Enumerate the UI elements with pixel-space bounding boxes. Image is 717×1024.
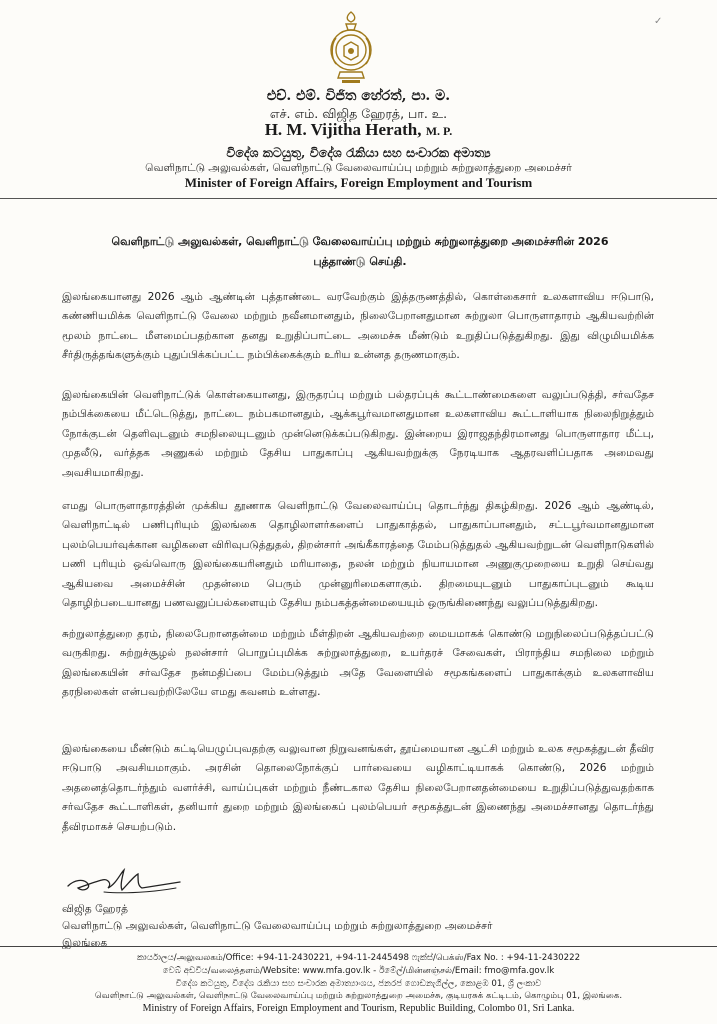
corner-mark: ✓ (654, 16, 663, 27)
minister-name-tamil: எச். எம். விஜித ஹேரத், பா. உ. (269, 106, 448, 121)
body-paragraph-5: இலங்கையை மீண்டும் கட்டியெழுப்புவதற்கு வலுவான நிறுவனங்கள், தூய்மையான ஆட்சி மற்றும் உலக சமூகத்துடன் தீவிர ஈடுபாடு அவசியமாகும். அரசின் தொலைநோக்குப் பார்வையை வழிகாட்டியாகக் கொண்டு, 2026 மற்றும் அதனைத்தொடர்ந்தும் வளர்ச்சி, வாய்ப்புகள் மற்றும் நீண்டகால தேசிய நிலைபேறானதன்மையை உறுதிப்படுத்துவதற்காக சர்வதேச கூட்டாளிகள், தனியார் துறை மற்றும் இலங்கைப் புலம்பெயர் சமூகத்துடன் இணைந்து அமைச்சானது தொடர்ந்து தீவிரமாகச் செயற்படும். (62, 743, 654, 833)
minister-name-english-text: H. M. Vijitha Herath, (264, 120, 422, 139)
body-paragraph-3: எமது பொருளாதாரத்தின் முக்கிய தூணாக வெளிநாட்டு வேலைவாய்ப்பு தொடர்ந்து திகழ்கிறது. 2026 ஆம் ஆண்டில், வெளிநாட்டில் பணிபுரியும் இலங்கை தொழிலாளர்களைப் பாதுகாத்தல், பாதுகாப்பானதும், சட்டபூர்வமானதுமான புலம்பெயர்வுக்கான வழிகளை விரிவுபடுத்துதல், திறன்சார் அங்கீகாரத்தை மேம்படுத்துதல் ஆகியவற்றுடன் வெளிநாடுகளில் பணி புரியும் ஒவ்வொரு இலங்கையரினதும் மரியாதை, நலன் மற்றும் நியாயமான அணுகுமுறையை உறுதி செய்வது ஆகியவை அமைச்சின் முதன்மை பெரும் முன்னுரிமைகளாகும். திறமையுடனும் பாதுகாப்புடனும் கூடிய தொழிற்படையானது பணவனுப்பல்களையும் தேசிய நம்பகத்தன்மையையும் ஒருங்கிணைந்து வலுப்படுத்துகிறது. (62, 500, 654, 610)
signature-block (62, 901, 493, 952)
letterhead-divider (0, 198, 717, 199)
message-title (60, 232, 660, 272)
minister-name-sinhala: එච්. එම්. විජිත හේරත්, පා. ම. (266, 88, 451, 104)
message-title-line-1: வெளிநாட்டு அலுவல்கள், வெளிநாட்டு வேலைவாய்ப்பு மற்றும் சுற்றுலாத்துறை அமைச்சரின் 2026 (111, 235, 609, 248)
signatory-country: இலங்கை (62, 937, 108, 949)
ministry-title-sinhala: විදේශ කටයුතු, විදේශ රැකියා සහ සංචාරක අමාත්‍ය (226, 145, 491, 160)
ministry-title-tamil: வெளிநாட்டு அலுவல்கள், வெளிநாட்டு வேலைவாய்ப்பு மற்றும் சுற்றுலாத்துறை அமைச்சர் (145, 162, 572, 174)
footer-address-sinhala: විදේශ කටයුතු, විදේශ රැකියා සහ සංචාරක අමාත්‍යාංශය, ජනරජ ගොඩනැගිල්ල, කොළඹ 01, ශ්‍රී ලංකාව (175, 978, 542, 989)
minister-name-english-suffix: M. P. (425, 124, 453, 138)
footer-address-english: Ministry of Foreign Affairs, Foreign Employment and Tourism, Republic Building, Colombo 01, Sri Lanka. (142, 1003, 575, 1015)
body-paragraph-1: இலங்கையானது 2026 ஆம் ஆண்டின் புத்தாண்டை வரவேற்கும் இத்தருணத்தில், கொள்கைசார் உலகளாவிய ஈடுபாடு, கண்ணியமிக்க வெளிநாட்டு வேலை மற்றும் நவீனமானதும், நிலைபேறானதுமான சுற்றுலா பொருளாதாரம் ஆகியவற்றின் மூலம் நாட்டை மீளமைப்பதற்கான தனது உறுதிப்பாட்டை அமைச்சு மீண்டும் உறுதிப்படுத்துகிறது. இது விழுமியமிக்க சீர்திருத்தங்களுக்கும் புதுப்பிக்கப்பட்ட நம்பிக்கைக்கும் உரிய உன்னத தருணமாகும். (62, 291, 654, 362)
minister-name-english (0, 120, 717, 140)
body-paragraph-4: சுற்றுலாத்துறை தரம், நிலைபேறானதன்மை மற்றும் மீள்திறன் ஆகியவற்றை மையமாகக் கொண்டு மறுநிலைப்படுத்தப்பட்டு வருகிறது. சுற்றுச்சூழல் நலன்சார் பொறுப்புமிக்க சுற்றுலாத்துறை, உயர்தரச் சேவைகள், பிராந்திய சமநிலை மற்றும் இலங்கையின் சர்வதேச நன்மதிப்பை மேம்படுத்தும் அதே வேளையில் சமூகங்களைப் பாதுகாக்கும் உலகளாவிய தரநிலைகள் என்பவற்றிலேயே எமது கவனம் உள்ளது. (62, 628, 654, 699)
letter-footer (0, 952, 717, 1016)
body-paragraph-2: இலங்கையின் வெளிநாட்டுக் கொள்கையானது, இருதரப்பு மற்றும் பல்தரப்புக் கூட்டாண்மைகளை வலுப்படுத்தி, சர்வதேச நம்பிக்கையை மீட்டெடுத்து, நாட்டை நம்பகமானதும், ஆக்கபூர்வமானதுமான உலகளாவிய கூட்டாளியாக நிலைநிறுத்தும் நோக்குடன் தெளிவுடனும் சமநிலையுடனும் முன்னெடுக்கப்படுகிறது. இன்றைய இராஜதந்திரமானது பொருளாதார மீட்பு, முதலீடு, வர்த்தக அணுகல் மற்றும் தேசிய பாதுகாப்பு ஆகியவற்றுக்கு நேரடியாக ஆதரவளிப்பதாக அமைவது அவசியமாகிறது. (62, 389, 654, 479)
footer-divider (0, 946, 717, 947)
message-title-line-2: புத்தாண்டு செய்தி. (313, 255, 407, 268)
signatory-role: வெளிநாட்டு அலுவல்கள், வெளிநாட்டு வேலைவாய்ப்பு மற்றும் சுற்றுலாத்துறை அமைச்சர் (62, 920, 493, 932)
ministry-title-english: Minister of Foreign Affairs, Foreign Employment and Tourism (184, 175, 533, 190)
handwritten-signature (64, 862, 184, 902)
signatory-name: விஜித ஹேரத் (62, 903, 128, 915)
footer-address-tamil: வெளிநாட்டு அலுவல்கள், வெளிநாட்டு வேலைவாய்ப்பு மற்றும் சுற்றுலாத்துறை அமைச்சு, குடியரசுக் கட்டிடம், கொழும்பு 01, இலங்கை. (94, 991, 623, 1002)
national-emblem-icon (326, 10, 376, 86)
footer-web-email: වෙබ් අඩවිය/வலைத்தளம்/Website: www.mfa.gov.lk - ඊමේල්/மின்னஞ்சல்/Email: fmo@mfa.gov.lk (162, 965, 555, 976)
footer-office-phone: කාර්යාලය/அலுவலகம்/Office: +94-11-2430221, +94-11-2445498 ෆැක්ස්/பெக்ஸ்/Fax No. : +94-11-2430222 (136, 953, 581, 963)
